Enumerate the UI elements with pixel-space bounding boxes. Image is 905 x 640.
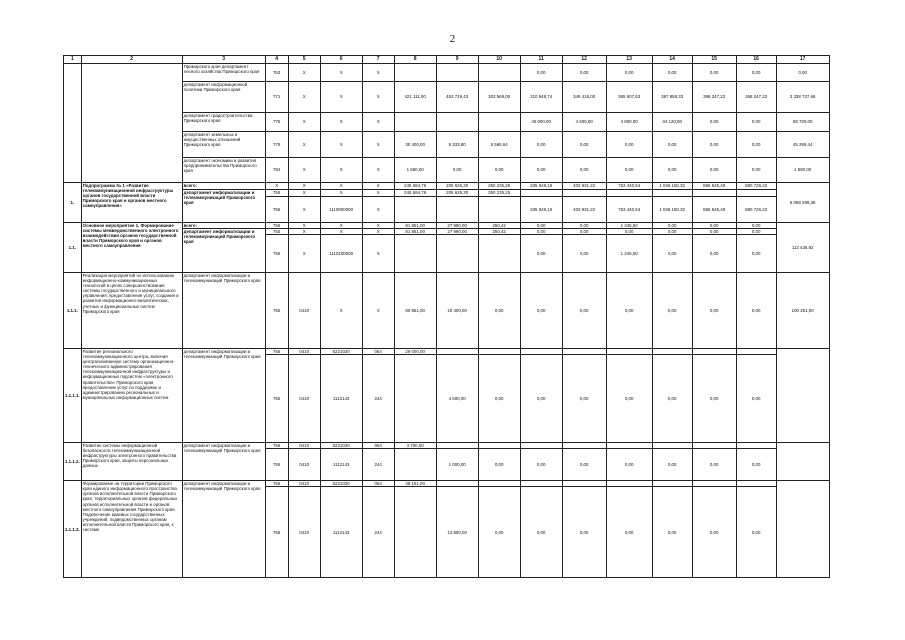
cell-y2021: 0,00 — [736, 132, 776, 158]
cell-executor: департамент градостроительства Приморского края — [182, 113, 265, 132]
cell-y2019: 1 046 150,32 — [652, 197, 692, 223]
cell-vr: X — [362, 64, 394, 82]
cell-y2013: 421 111,00 — [394, 82, 436, 113]
cell-no: 1.1. — [64, 223, 82, 273]
cell-y2013 — [394, 487, 436, 578]
cell-name — [81, 64, 182, 183]
cell-rzpr: X — [288, 183, 320, 190]
cell-y2021: 368 247,22 — [736, 82, 776, 113]
cell-y2021: 0,00 — [736, 223, 776, 229]
cell-y2020: 0,00 — [692, 223, 736, 229]
cell-header-total: 17 — [776, 56, 829, 64]
cell-total: 1 580,00 — [776, 158, 829, 183]
cell-y2015: 0,00 — [478, 158, 520, 183]
cell-csr: 5221020 — [320, 349, 362, 355]
cell-grbs: 755 — [265, 197, 288, 223]
cell-total — [776, 443, 829, 481]
cell-grbs: 755 — [265, 349, 288, 355]
cell-grbs: 755 — [265, 481, 288, 487]
cell-rzpr: 0410 — [288, 443, 320, 449]
cell-y2014 — [436, 235, 478, 273]
cell-rzpr: 0410 — [288, 487, 320, 578]
cell-vr: X — [362, 223, 394, 229]
cell-rzpr: X — [288, 113, 320, 132]
cell-y2013: 81 851,00 — [394, 229, 436, 235]
cell-grbs: 755 — [265, 235, 288, 273]
cell-y2017: 4 600,00 — [562, 113, 606, 132]
cell-total: 0,00 — [776, 64, 829, 82]
cell-grbs: 755 — [265, 355, 288, 443]
cell-y2013: 81 851,00 — [394, 223, 436, 229]
table-row — [64, 273, 830, 349]
cell-y2020: 866 545,49 — [692, 183, 736, 190]
cell-y2014 — [436, 64, 478, 82]
cell-y2015: 303 569,00 — [478, 82, 520, 113]
cell-y2014: 205 626,30 — [436, 183, 478, 190]
cell-csr: 1112143 — [320, 355, 362, 443]
cell-y2017: 0,00 — [562, 449, 606, 481]
table-row — [64, 183, 830, 190]
cell-header-y2020: 15 — [692, 56, 736, 64]
cell-y2020: 368 247,22 — [692, 82, 736, 113]
cell-rzpr: X — [288, 158, 320, 183]
cell-y2015 — [478, 64, 520, 82]
cell-name: Формирование на территории Приморского края единого информационного пространства органов исполнительной власти Приморского края, территориальных органов федеральных органов исполнительной власти и органов местного самоуправления Приморского края. Подключение краевых государственных учреждений, подведомственных органам исполнительной власти Приморского края, к системе — [81, 481, 182, 578]
cell-csr: 5221020 — [320, 481, 362, 487]
cell-y2013 — [394, 113, 436, 132]
cell-y2020: 0,00 — [692, 235, 736, 273]
cell-executor: департамент информатизации и телекоммуникаций Приморского края — [182, 273, 265, 349]
cell-y2017: 0,00 — [562, 273, 606, 349]
cell-y2021: 0,00 — [736, 449, 776, 481]
cell-total: 5 098 298,35 — [776, 183, 829, 223]
cell-grbs: 775 — [265, 113, 288, 132]
cell-y2014 — [436, 113, 478, 132]
cell-y2020: 0,00 — [692, 229, 736, 235]
cell-y2014: 1 000,00 — [436, 449, 478, 481]
cell-y2019: 0,00 — [652, 273, 692, 349]
cell-y2017: 0,00 — [562, 158, 606, 183]
cell-no — [64, 64, 82, 183]
cell-rzpr: 0410 — [288, 449, 320, 481]
cell-y2019: 0,00 — [652, 487, 692, 578]
cell-y2021: 880 726,22 — [736, 183, 776, 190]
cell-y2013 — [394, 449, 436, 481]
cell-y2014: 9 333,80 — [436, 132, 478, 158]
cell-y2021: 0,00 — [736, 229, 776, 235]
cell-no: 1. — [64, 183, 82, 223]
cell-no: 1.1.1.2. — [64, 443, 82, 481]
cell-y2017: 0,00 — [562, 487, 606, 578]
cell-rzpr: X — [288, 235, 320, 273]
cell-header-y2019: 14 — [652, 56, 692, 64]
cell-name: Развитие регионального телекоммуникационного центра, включая централизованную систему организационно-технического администрирования телекоммуникационной инфраструктуры и информационных подсистем «электронного правительства» Приморского края, предоставление услуг по поддержке и администрированию региональных и муниципальных информационных систем — [81, 349, 182, 443]
cell-rzpr: 0410 — [288, 481, 320, 487]
cell-y2019: 0,00 — [652, 158, 692, 183]
cell-y2018: 0,00 — [606, 64, 652, 82]
cell-y2017: 0,00 — [562, 355, 606, 443]
cell-y2015: 250,42 — [478, 223, 520, 229]
cell-vr: X — [362, 229, 394, 235]
cell-name: Подпрограмма № 1 «Развитие телекоммуникационной инфраструктуры органов государственной власти Приморского края и органов местного самоуправления» — [81, 183, 182, 223]
cell-y2013 — [394, 64, 436, 82]
cell-y2013 — [394, 235, 436, 273]
cell-y2016: 0,00 — [520, 158, 562, 183]
cell-y2020: 0,00 — [692, 449, 736, 481]
cell-vr: X — [362, 235, 394, 273]
cell-executor: департамент информатизации и телекоммуникаций Приморского края — [182, 443, 265, 481]
cell-rzpr: X — [288, 64, 320, 82]
cell-executor: департамент информатизации и телекоммуникаций Приморского края — [182, 190, 265, 223]
cell-y2016: 310 948,74 — [520, 82, 562, 113]
cell-y2019: 1 046 150,32 — [652, 183, 692, 190]
cell-y2021: 0,00 — [736, 158, 776, 183]
cell-y2017: 403 931,22 — [562, 197, 606, 223]
cell-executor: департамент информатизации и телекоммуникаций Приморского края — [182, 349, 265, 443]
cell-header-y2018: 13 — [606, 56, 652, 64]
cell-y2016: 0,00 — [520, 235, 562, 273]
cell-csr: X — [320, 190, 362, 197]
cell-rzpr: X — [288, 190, 320, 197]
cell-y2014: 205 626,30 — [436, 190, 478, 197]
cell-y2020: 0,00 — [692, 64, 736, 82]
cell-y2019 — [652, 190, 692, 197]
cell-csr: X — [320, 82, 362, 113]
cell-y2021: 0,00 — [736, 487, 776, 578]
cell-y2016: 0,00 — [520, 449, 562, 481]
cell-vr: X — [362, 113, 394, 132]
cell-vr: X — [362, 273, 394, 349]
cell-rzpr: 0410 — [288, 273, 320, 349]
cell-csr: X — [320, 158, 362, 183]
cell-y2013: 1 580,00 — [394, 158, 436, 183]
cell-y2015: 5 565,64 — [478, 132, 520, 158]
table-row — [64, 64, 830, 82]
cell-y2020: 866 545,49 — [692, 197, 736, 223]
cell-executor: Приморского края департамент лесного хозяйства Приморского края — [182, 64, 265, 82]
cell-grbs: 755 — [265, 487, 288, 578]
budget-table — [63, 55, 830, 578]
cell-total: 45 299,44 — [776, 132, 829, 158]
cell-grbs: 755 — [265, 229, 288, 235]
cell-header-y2015: 10 — [478, 56, 520, 64]
cell-y2016: 0,00 — [520, 487, 562, 578]
cell-y2015: 0,00 — [478, 449, 520, 481]
cell-vr: X — [362, 190, 394, 197]
cell-y2021 — [736, 190, 776, 197]
cell-header-executor: 3 — [182, 56, 265, 64]
cell-y2021: 0,00 — [736, 355, 776, 443]
cell-header-csr: 6 — [320, 56, 362, 64]
cell-rzpr: 0410 — [288, 349, 320, 355]
cell-vr: 064 — [362, 443, 394, 449]
cell-y2020: 0,00 — [692, 273, 736, 349]
cell-rzpr: 0410 — [288, 355, 320, 443]
cell-vr: X — [362, 158, 394, 183]
cell-executor: департамент экономики и развития предпринимательства Приморского края — [182, 158, 265, 183]
cell-y2019: 0,00 — [652, 449, 692, 481]
cell-vr: X — [362, 82, 394, 113]
cell-grbs: X — [265, 183, 288, 190]
cell-y2020 — [692, 190, 736, 197]
cell-csr: 1112143 — [320, 449, 362, 481]
cell-y2015 — [478, 113, 520, 132]
cell-y2013 — [394, 355, 436, 443]
cell-y2019: 34 120,00 — [652, 113, 692, 132]
cell-y2021: 0,00 — [736, 113, 776, 132]
cell-y2014: 453 719,43 — [436, 82, 478, 113]
cell-y2013: 80 851,00 — [394, 273, 436, 349]
cell-y2014: 4 600,00 — [436, 355, 478, 443]
cell-header-name: 2 — [81, 56, 182, 64]
cell-vr: 244 — [362, 449, 394, 481]
cell-y2020: 0,00 — [692, 487, 736, 578]
page-number: 2 — [449, 33, 456, 45]
cell-name: Основное мероприятие 1. Формирование системы межведомственного электронного взаимодействия органов государственной власти Приморского края и органов местного самоуправления — [81, 223, 182, 273]
cell-y2020: 0,00 — [692, 158, 736, 183]
cell-header-y2013: 8 — [394, 56, 436, 64]
cell-csr: 1110100000 — [320, 235, 362, 273]
cell-y2019: 0,00 — [652, 223, 692, 229]
cell-rzpr: X — [288, 197, 320, 223]
cell-y2020: 0,00 — [692, 113, 736, 132]
cell-y2019: 0,00 — [652, 229, 692, 235]
cell-y2018: 0,00 — [606, 229, 652, 235]
cell-rzpr: X — [288, 229, 320, 235]
cell-y2021: 0,00 — [736, 64, 776, 82]
cell-y2013: 30 400,00 — [394, 132, 436, 158]
cell-y2016: 0,00 — [520, 229, 562, 235]
cell-csr: X — [320, 273, 362, 349]
cell-y2020: 0,00 — [692, 132, 736, 158]
cell-executor: департамент информатизации и телекоммуникаций Приморского края — [182, 229, 265, 273]
cell-y2019: 397 859,33 — [652, 82, 692, 113]
cell-vr: 244 — [362, 487, 394, 578]
cell-y2013 — [394, 197, 436, 223]
cell-y2017: 349 416,00 — [562, 82, 606, 113]
cell-y2015 — [478, 235, 520, 273]
cell-y2019: 0,00 — [652, 64, 692, 82]
cell-y2014: 27 990,00 — [436, 229, 478, 235]
header-row — [64, 56, 830, 64]
cell-grbs: 755 — [265, 273, 288, 349]
cell-y2013: 48 151,00 — [394, 481, 436, 487]
cell-y2013: 3 700,00 — [394, 443, 436, 449]
cell-y2015: 350 235,25 — [478, 190, 520, 197]
cell-y2017: 0,00 — [562, 64, 606, 82]
cell-no: 1.1.1. — [64, 273, 82, 349]
cell-y2016: 0,00 — [520, 132, 562, 158]
cell-y2018: 365 607,63 — [606, 82, 652, 113]
cell-y2018: 0,00 — [606, 132, 652, 158]
cell-vr: X — [362, 197, 394, 223]
cell-y2015: 250,42 — [478, 229, 520, 235]
cell-y2015: 350 235,25 — [478, 183, 520, 190]
cell-y2017: 0,00 — [562, 235, 606, 273]
cell-y2015: 0,00 — [478, 487, 520, 578]
cell-y2018: 0,00 — [606, 355, 652, 443]
cell-rzpr: X — [288, 223, 320, 229]
cell-y2016: 0,00 — [520, 223, 562, 229]
cell-vr: 064 — [362, 481, 394, 487]
cell-y2016: 0,00 — [520, 273, 562, 349]
cell-y2017: 0,00 — [562, 132, 606, 158]
cell-csr: 5221020 — [320, 443, 362, 449]
cell-y2018: 0,00 — [606, 449, 652, 481]
cell-rzpr: X — [288, 132, 320, 158]
cell-y2016: 335 948,15 — [520, 197, 562, 223]
cell-vr: X — [362, 132, 394, 158]
cell-csr: X — [320, 223, 362, 229]
cell-y2013: 29 000,00 — [394, 349, 436, 355]
cell-y2017: 0,00 — [562, 223, 606, 229]
cell-y2016: 0,00 — [520, 355, 562, 443]
cell-csr: 1110000000 — [320, 197, 362, 223]
cell-header-grbs: 4 — [265, 56, 288, 64]
cell-csr: X — [320, 132, 362, 158]
cell-y2018: 1 345,50 — [606, 223, 652, 229]
cell-y2015: 0,00 — [478, 355, 520, 443]
cell-y2018 — [606, 190, 652, 197]
cell-y2015: 0,00 — [478, 273, 520, 349]
cell-y2014 — [436, 197, 478, 223]
cell-name: Развитие системы информационной безопасности телекоммуникационной инфраструктуры электронного правительства Приморского края, защиты персональных данных — [81, 443, 182, 481]
cell-grbs: 755 — [265, 223, 288, 229]
cell-grbs: 755 — [265, 449, 288, 481]
cell-y2014: 27 990,00 — [436, 223, 478, 229]
cell-csr: X — [320, 183, 362, 190]
cell-y2016: 0,00 — [520, 64, 562, 82]
cell-vr: 064 — [362, 349, 394, 355]
cell-y2021: 0,00 — [736, 273, 776, 349]
cell-csr: X — [320, 229, 362, 235]
cell-y2016: 335 948,15 — [520, 183, 562, 190]
cell-grbs: 755 — [265, 443, 288, 449]
cell-header-y2016: 11 — [520, 56, 562, 64]
cell-y2014: 19 400,00 — [436, 273, 478, 349]
cell-total: 3 338 727,66 — [776, 82, 829, 113]
cell-executor: всего: — [182, 183, 265, 190]
cell-grbs: 755 — [265, 190, 288, 197]
cell-y2016: 45 000,00 — [520, 113, 562, 132]
cell-total — [776, 481, 829, 578]
cell-header-y2017: 12 — [562, 56, 606, 64]
cell-grbs: 763 — [265, 64, 288, 82]
cell-rzpr: X — [288, 82, 320, 113]
cell-y2019: 0,00 — [652, 132, 692, 158]
cell-y2018: 0,00 — [606, 158, 652, 183]
cell-header-y2021: 16 — [736, 56, 776, 64]
cell-y2013: 245 694,76 — [394, 183, 436, 190]
cell-y2019: 0,00 — [652, 355, 692, 443]
cell-header-y2014: 9 — [436, 56, 478, 64]
cell-header-vr: 7 — [362, 56, 394, 64]
cell-executor: департамент информационной политики Приморского края — [182, 82, 265, 113]
cell-y2016 — [520, 190, 562, 197]
cell-total: 88 720,00 — [776, 113, 829, 132]
cell-no: 1.1.1.3. — [64, 481, 82, 578]
cell-vr: 244 — [362, 355, 394, 443]
cell-y2018: 1 345,50 — [606, 235, 652, 273]
cell-y2021: 880 726,22 — [736, 197, 776, 223]
cell-executor: департамент информатизации и телекоммуникаций Приморского края — [182, 481, 265, 578]
cell-executor: департамент земельных и имущественных отношений Приморского края — [182, 132, 265, 158]
cell-total: 100 251,00 — [776, 273, 829, 349]
cell-csr: X — [320, 113, 362, 132]
cell-total: 113 436,92 — [776, 223, 829, 273]
cell-csr: 1112143 — [320, 487, 362, 578]
cell-y2018: 0,00 — [606, 487, 652, 578]
cell-y2017: 403 931,22 — [562, 183, 606, 190]
cell-y2018: 0,00 — [606, 273, 652, 349]
cell-grbs: 779 — [265, 132, 288, 158]
cell-y2019: 0,00 — [652, 235, 692, 273]
cell-grbs: 784 — [265, 158, 288, 183]
cell-y2017 — [562, 190, 606, 197]
cell-y2021: 0,00 — [736, 235, 776, 273]
cell-name: Реализация мероприятий по использованию информационно-коммуникационных технологий в целях совершенствования системы государственного и муниципального управления, предоставления услуг, создания и развития информационно-аналитических, учетных и функциональных систем Приморского края — [81, 273, 182, 349]
cell-vr: X — [362, 183, 394, 190]
cell-y2018: 4 800,00 — [606, 113, 652, 132]
cell-executor: всего: — [182, 223, 265, 229]
cell-y2013: 245 694,76 — [394, 190, 436, 197]
cell-y2014: 0,00 — [436, 158, 478, 183]
cell-grbs: 771 — [265, 82, 288, 113]
cell-y2015 — [478, 197, 520, 223]
cell-y2018: 753 440,64 — [606, 197, 652, 223]
cell-no: 1.1.1.1. — [64, 349, 82, 443]
cell-csr: X — [320, 64, 362, 82]
cell-header-rzpr: 5 — [288, 56, 320, 64]
cell-y2018: 753 440,64 — [606, 183, 652, 190]
cell-y2014: 13 800,00 — [436, 487, 478, 578]
cell-y2017: 0,00 — [562, 229, 606, 235]
cell-total — [776, 349, 829, 443]
cell-y2020: 0,00 — [692, 355, 736, 443]
cell-header-no: 1 — [64, 56, 82, 64]
